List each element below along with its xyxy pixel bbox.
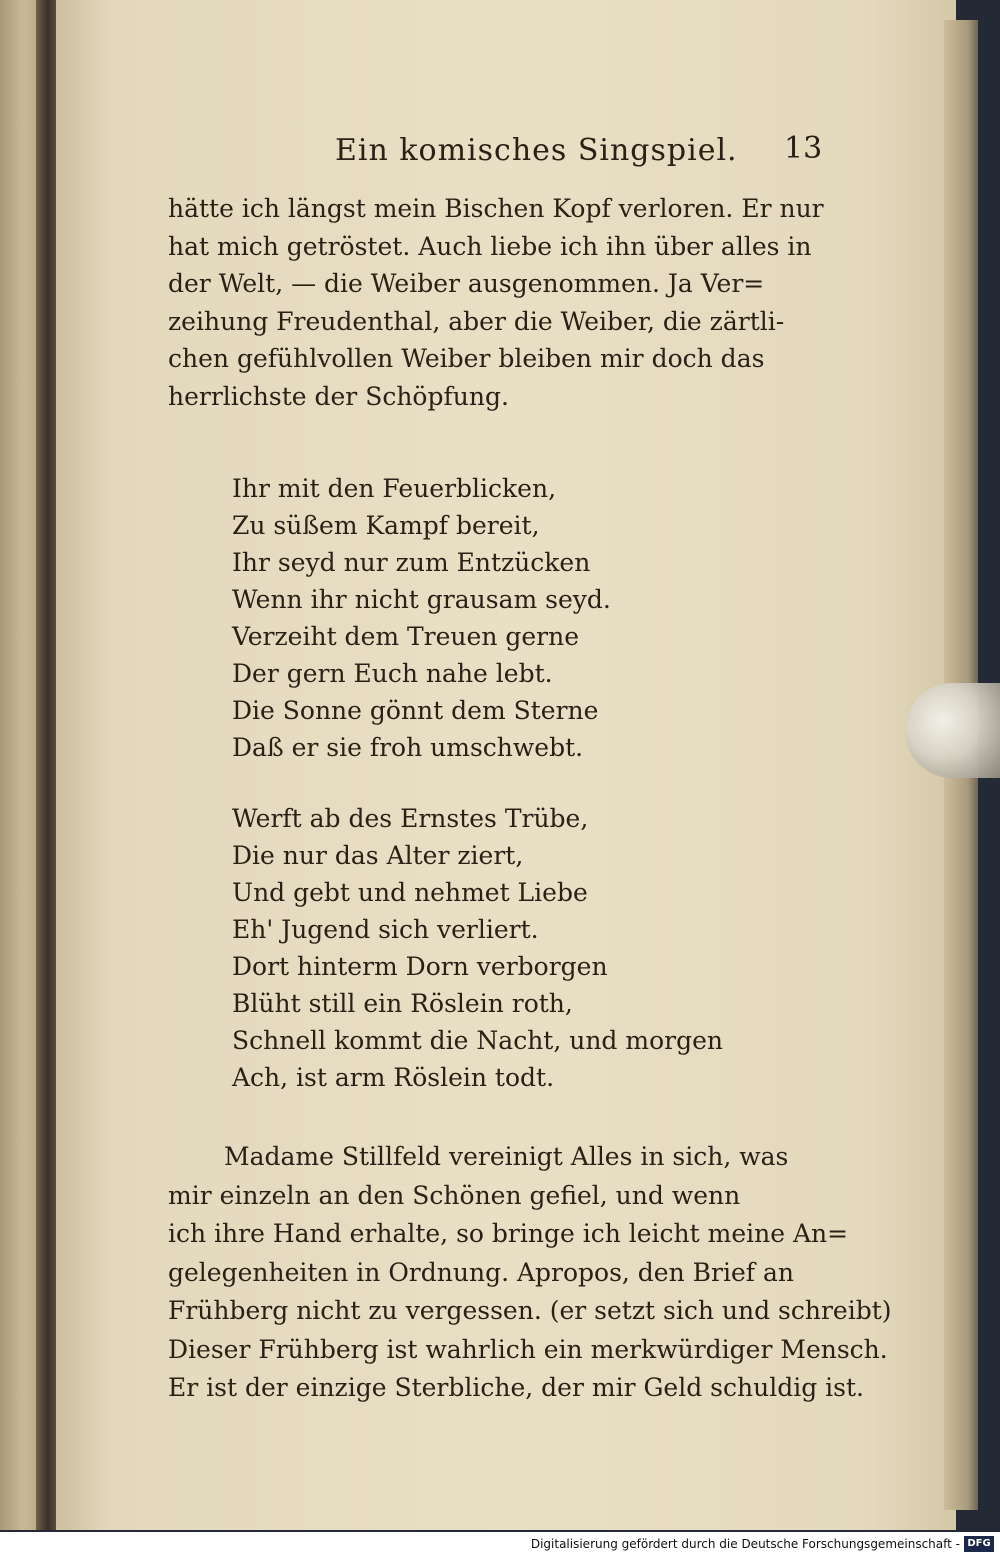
text-line: hat mich getröstet. Auch liebe ich ihn über alles in — [168, 231, 812, 261]
text-line: Er ist der einzige Sterbliche, der mir Geld schuldig ist. — [168, 1373, 864, 1402]
verse-line: Blüht still ein Röslein roth, — [232, 989, 573, 1018]
text-line: Frühberg nicht zu vergessen. (er setzt sich und schreibt) — [168, 1296, 892, 1325]
verse-line: Und gebt und nehmet Liebe — [232, 878, 588, 907]
glass-page-weight — [905, 683, 1000, 778]
verse-line: Eh' Jugend sich verliert. — [232, 915, 539, 944]
verse-line: Die Sonne gönnt dem Sterne — [232, 696, 599, 725]
verse-stanza-1 — [232, 470, 611, 766]
text-line: hätte ich längst mein Bischen Kopf verloren. Er nur — [168, 194, 824, 223]
funding-credit: Digitalisierung gefördert durch die Deutsche Forschungsgemeinschaft - — [530, 1537, 960, 1551]
text-line: ich ihre Hand erhalte, so bringe ich leicht meine An= — [168, 1219, 849, 1248]
verse-line: Ihr seyd nur zum Entzücken — [232, 548, 591, 577]
running-header: Ein komisches Singspiel. — [335, 133, 738, 168]
text-line: chen gefühlvollen Weiber bleiben mir doch das — [168, 344, 765, 373]
verse-line: Daß er sie froh umschwebt. — [232, 733, 584, 762]
verse-line: Verzeiht dem Treuen gerne — [232, 622, 580, 651]
verse-line: Der gern Euch nahe lebt. — [232, 659, 553, 688]
text-line: gelegenheiten in Ordnung. Apropos, den Brief an — [168, 1257, 794, 1287]
page-number: 13 — [784, 131, 823, 166]
text-line: der Welt, — die Weiber ausgenommen. Ja Ver= — [168, 269, 765, 298]
verse-line: Ach, ist arm Röslein todt. — [232, 1063, 555, 1092]
verse-line: Dort hinterm Dorn verborgen — [232, 952, 608, 981]
paragraph-1 — [168, 190, 840, 415]
verse-line: Werft ab des Ernstes Trübe, — [232, 804, 589, 833]
verse-line: Wenn ihr nicht grausam seyd. — [232, 585, 611, 614]
text-line: zeihung Freudenthal, aber die Weiber, die zärtli- — [168, 306, 785, 336]
paragraph-2 — [168, 1138, 892, 1408]
dfg-logo: DFG — [964, 1536, 994, 1552]
verse-line: Ihr mit den Feuerblicken, — [232, 474, 557, 503]
footer-bar — [0, 1532, 1000, 1558]
book-gutter — [36, 0, 56, 1530]
verse-line: Schnell kommt die Nacht, und morgen — [232, 1026, 723, 1055]
verse-line: Zu süßem Kampf bereit, — [232, 511, 540, 540]
text-line: herrlichste der Schöpfung. — [168, 381, 509, 411]
text-line: Madame Stillfeld vereinigt Alles in sich, was — [224, 1142, 789, 1171]
text-line: mir einzeln an den Schönen gefiel, und wenn — [168, 1180, 741, 1210]
verse-stanza-2 — [232, 800, 723, 1096]
verse-line: Die nur das Alter ziert, — [232, 841, 524, 870]
text-line: Dieser Frühberg ist wahrlich ein merkwürdiger Mensch. — [168, 1334, 888, 1364]
